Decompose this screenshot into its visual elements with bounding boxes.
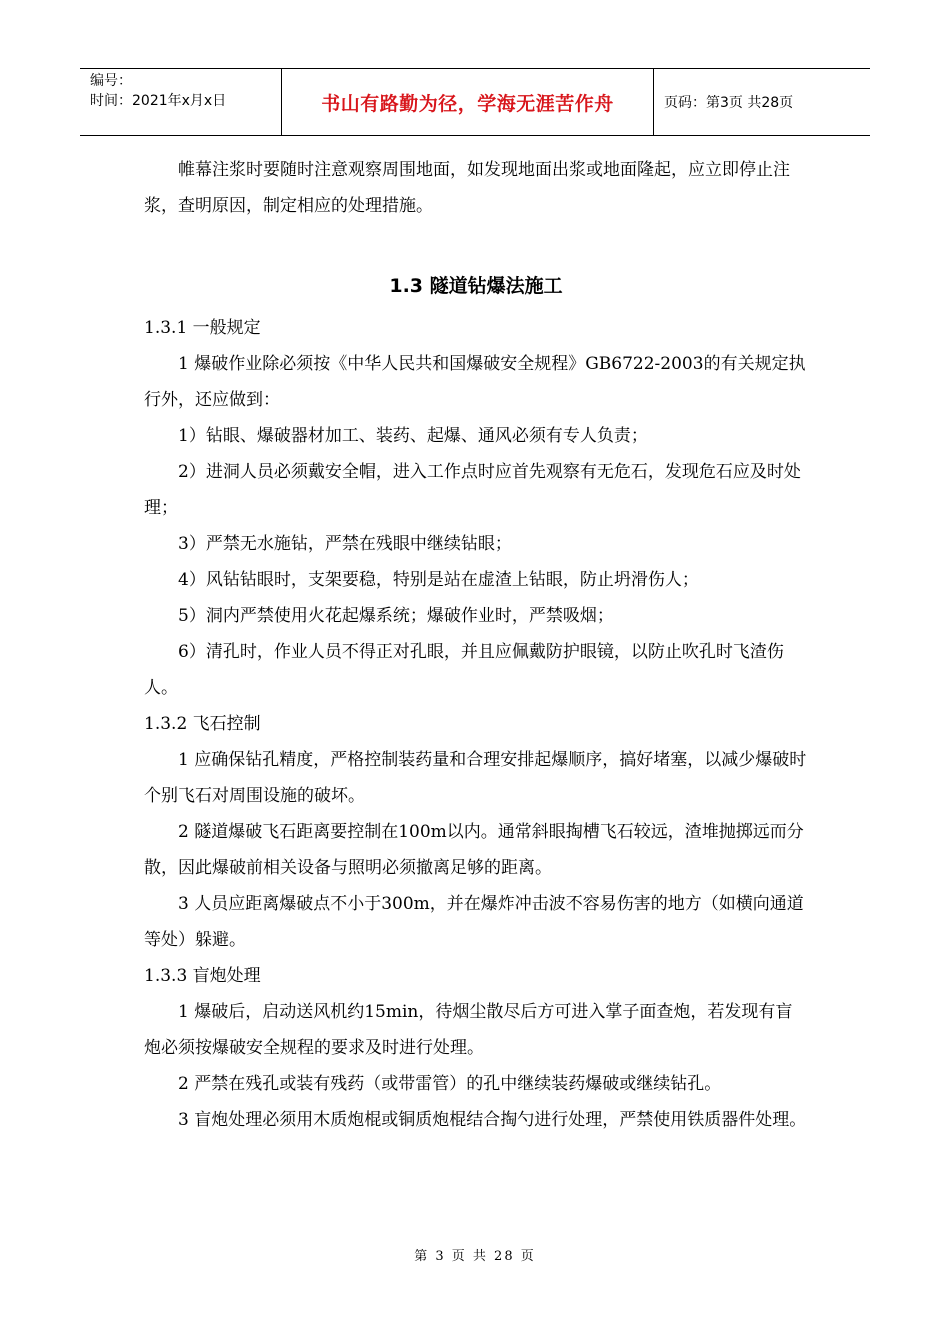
section-title: 1.3 隧道钻爆法施工 (389, 275, 563, 297)
list-item-131-6: 6）清孔时，作业人员不得正对孔眼，并且应佩戴防护眼镜，以防止吹孔时飞渣伤人。 (144, 642, 784, 698)
page-footer: 第 3 页 共 28 页 (414, 1249, 536, 1264)
header-meta (80, 69, 282, 135)
list-item-131-3: 3）严禁无水施钻，严禁在残眼中继续钻眼； (178, 534, 512, 554)
document-body (144, 152, 808, 1138)
subsection-heading-131: 1.3.1 一般规定 (144, 318, 261, 338)
header-motto: 书山有路勤为径，学海无涯苦作舟 (282, 69, 654, 135)
header-page-info: 页码：第3页 共28页 (664, 95, 794, 111)
paragraph-131-1: 1 爆破作业除必须按《中华人民共和国爆破安全规程》GB6722-2003的有关规定执行外，还应做到： (144, 354, 806, 410)
paragraph-133-2: 2 严禁在残孔或装有残药（或带雷管）的孔中继续装药爆破或继续钻孔。 (178, 1074, 722, 1094)
paragraph-133-1: 1 爆破后，启动送风机约15min，待烟尘散尽后方可进入掌子面查炮，若发现有盲炮必须按爆破安全规程的要求及时进行处理。 (144, 1002, 793, 1058)
subsection-heading-133: 1.3.3 盲炮处理 (144, 966, 261, 986)
paragraph-132-3: 3 人员应距离爆破点不小于300m，并在爆炸冲击波不容易伤害的地方（如横向通道等处）躲避。 (144, 894, 804, 950)
page-header (80, 68, 870, 136)
doc-date: 时间：2021年x月x日 (90, 93, 227, 109)
paragraph-132-1: 1 应确保钻孔精度，严格控制装药量和合理安排起爆顺序，搞好堵塞，以减少爆破时个别飞石对周围设施的破坏。 (144, 750, 807, 806)
list-item-131-1: 1）钻眼、爆破器材加工、装药、起爆、通风必须有专人负责； (178, 426, 648, 446)
paragraph-133-3: 3 盲炮处理必须用木质炮棍或铜质炮棍结合掏勺进行处理，严禁使用铁质器件处理。 (178, 1110, 807, 1130)
paragraph-intro: 帷幕注浆时要随时注意观察周围地面，如发现地面出浆或地面隆起，应立即停止注浆，查明原因，制定相应的处理措施。 (144, 160, 790, 216)
paragraph-132-2: 2 隧道爆破飞石距离要控制在100m以内。通常斜眼掏槽飞石较远，渣堆抛掷远而分散，因此爆破前相关设备与照明必须撤离足够的距离。 (144, 822, 804, 878)
doc-number-label: 编号： (90, 73, 132, 89)
list-item-131-4: 4）风钻钻眼时，支架要稳，特别是站在虚渣上钻眼，防止坍滑伤人； (178, 570, 699, 590)
subsection-heading-132: 1.3.2 飞石控制 (144, 714, 261, 734)
list-item-131-5: 5）洞内严禁使用火花起爆系统；爆破作业时，严禁吸烟； (178, 606, 614, 626)
list-item-131-2: 2）进洞人员必须戴安全帽，进入工作点时应首先观察有无危石，发现危石应及时处理； (144, 462, 801, 518)
